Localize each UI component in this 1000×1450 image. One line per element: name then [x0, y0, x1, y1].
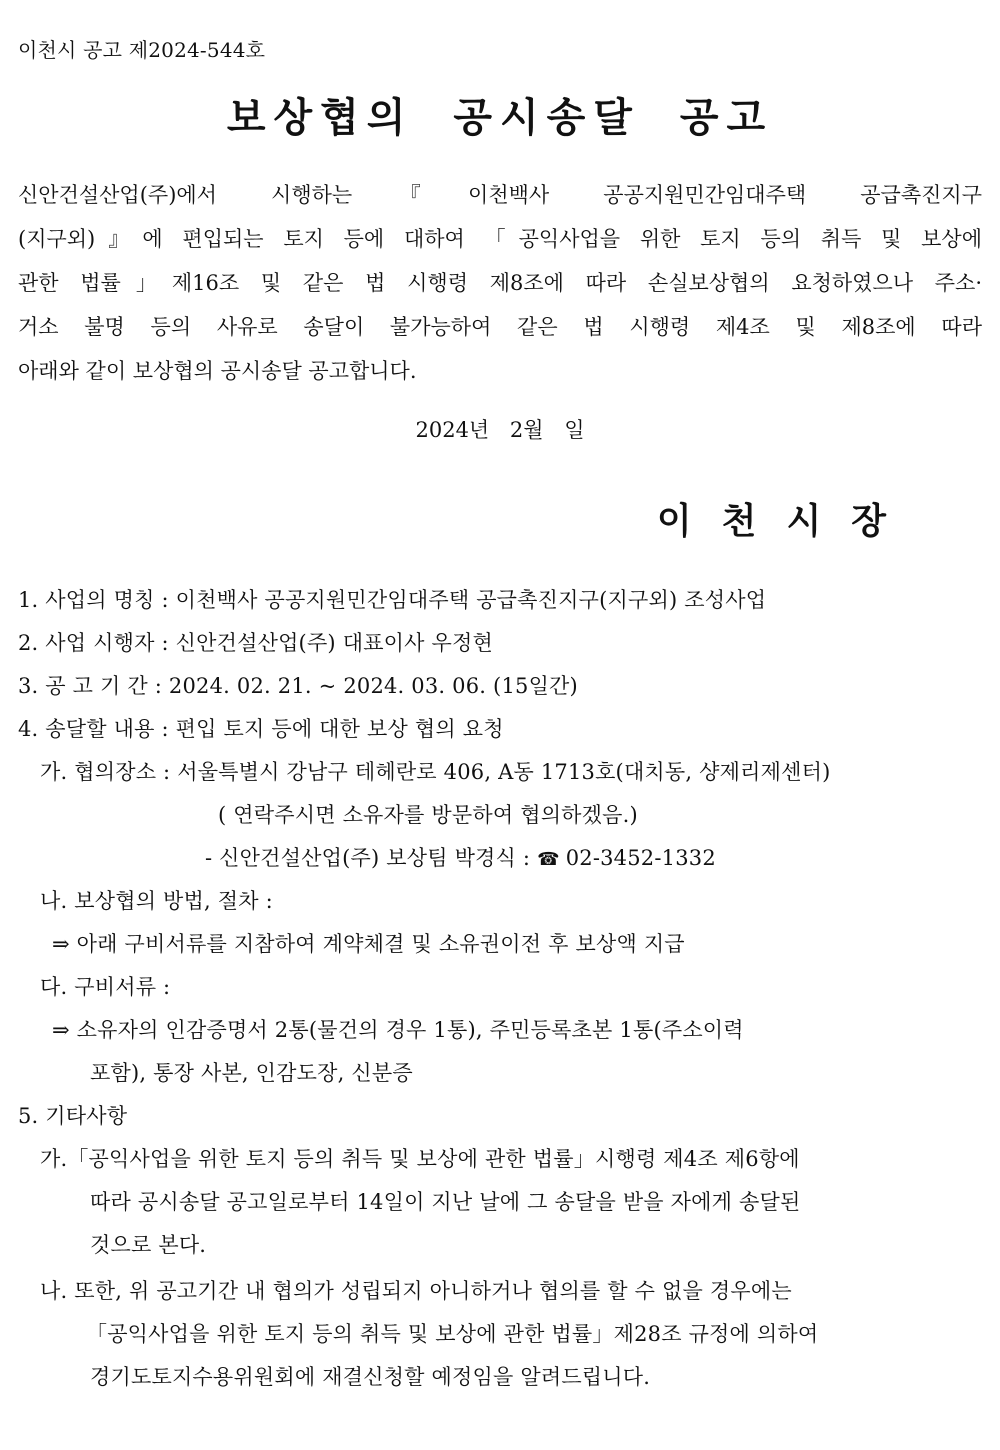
intro-line: 거소 불명 등의 사유로 송달이 불가능하여 같은 법 시행령 제4조 및 제8조에 따라: [18, 315, 982, 339]
item-other: 5. 기타사항: [18, 1104, 128, 1128]
item-operator: 2. 사업 시행자 : 신안건설산업(주) 대표이사 우정현: [18, 631, 493, 655]
telephone-icon: ☎: [537, 849, 560, 870]
item-other-ga: 따라 공시송달 공고일로부터 14일이 지난 날에 그 송달을 받을 자에게 송달된: [90, 1190, 801, 1214]
item-required-documents: 다. 구비서류 :: [40, 975, 171, 999]
notice-date: 2024년 2월 일: [415, 418, 585, 442]
item-consultation-place: 가. 협의장소 : 서울특별시 강남구 테헤란로 406, A동 1713호(대치동, 샹제리제센터): [40, 760, 831, 784]
item-notice-period: 3. 공 고 기 간 : 2024. 02. 21. ~ 2024. 03. 06. (15일간): [18, 674, 578, 698]
item-contact: [205, 843, 716, 875]
item-required-documents-detail: 포함), 통장 사본, 인감도장, 신분증: [90, 1061, 413, 1085]
item-procedure-detail: ⇒ 아래 구비서류를 지참하여 계약체결 및 소유권이전 후 보상액 지급: [52, 932, 685, 956]
item-consultation-note: ( 연락주시면 소유자를 방문하여 협의하겠음.): [218, 803, 638, 827]
item-other-na: 「공익사업을 위한 토지 등의 취득 및 보상에 관한 법률」제28조 규정에 의하여: [86, 1322, 819, 1346]
item-project-name: 1. 사업의 명칭 : 이천백사 공공지원민간임대주택 공급촉진지구(지구외) 조성사업: [18, 588, 767, 612]
intro-line: 신안건설산업(주)에서 시행하는『이천백사 공공지원민간임대주택 공급촉진지구: [18, 183, 982, 207]
item-other-na: 경기도토지수용위원회에 재결신청할 예정임을 알려드립니다.: [90, 1365, 651, 1389]
item-procedure: 나. 보상협의 방법, 절차 :: [40, 889, 273, 913]
intro-line: 관한 법률」제16조 및 같은 법 시행령 제8조에 따라 손실보상협의 요청하였으나 주소·: [18, 271, 982, 295]
item-other-ga: 가.「공익사업을 위한 토지 등의 취득 및 보상에 관한 법률」시행령 제4조 제6항에: [40, 1147, 800, 1171]
intro-line: 아래와 같이 보상협의 공시송달 공고합니다.: [18, 359, 417, 383]
contact-phone: 02-3452-1332: [565, 846, 716, 870]
item-other-na: 나. 또한, 위 공고기간 내 협의가 성립되지 아니하거나 협의를 할 수 없을 경우에는: [40, 1279, 792, 1303]
signer-title: 이천시장: [656, 501, 916, 542]
item-other-ga: 것으로 본다.: [90, 1233, 207, 1257]
item-required-documents-detail: ⇒ 소유자의 인감증명서 2통(물건의 경우 1통), 주민등록초본 1통(주소이력: [52, 1018, 744, 1042]
intro-line: (지구외)』에 편입되는 토지 등에 대하여 「공익사업을 위한 토지 등의 취득 및 보상에: [18, 227, 982, 251]
notice-number: 이천시 공고 제2024-544호: [18, 38, 266, 62]
item-delivery-content: 4. 송달할 내용 : 편입 토지 등에 대한 보상 협의 요청: [18, 717, 504, 741]
page-title: 보상협의 공시송달 공고: [226, 95, 774, 141]
contact-prefix: - 신안건설산업(주) 보상팀 박경식 :: [205, 846, 531, 870]
